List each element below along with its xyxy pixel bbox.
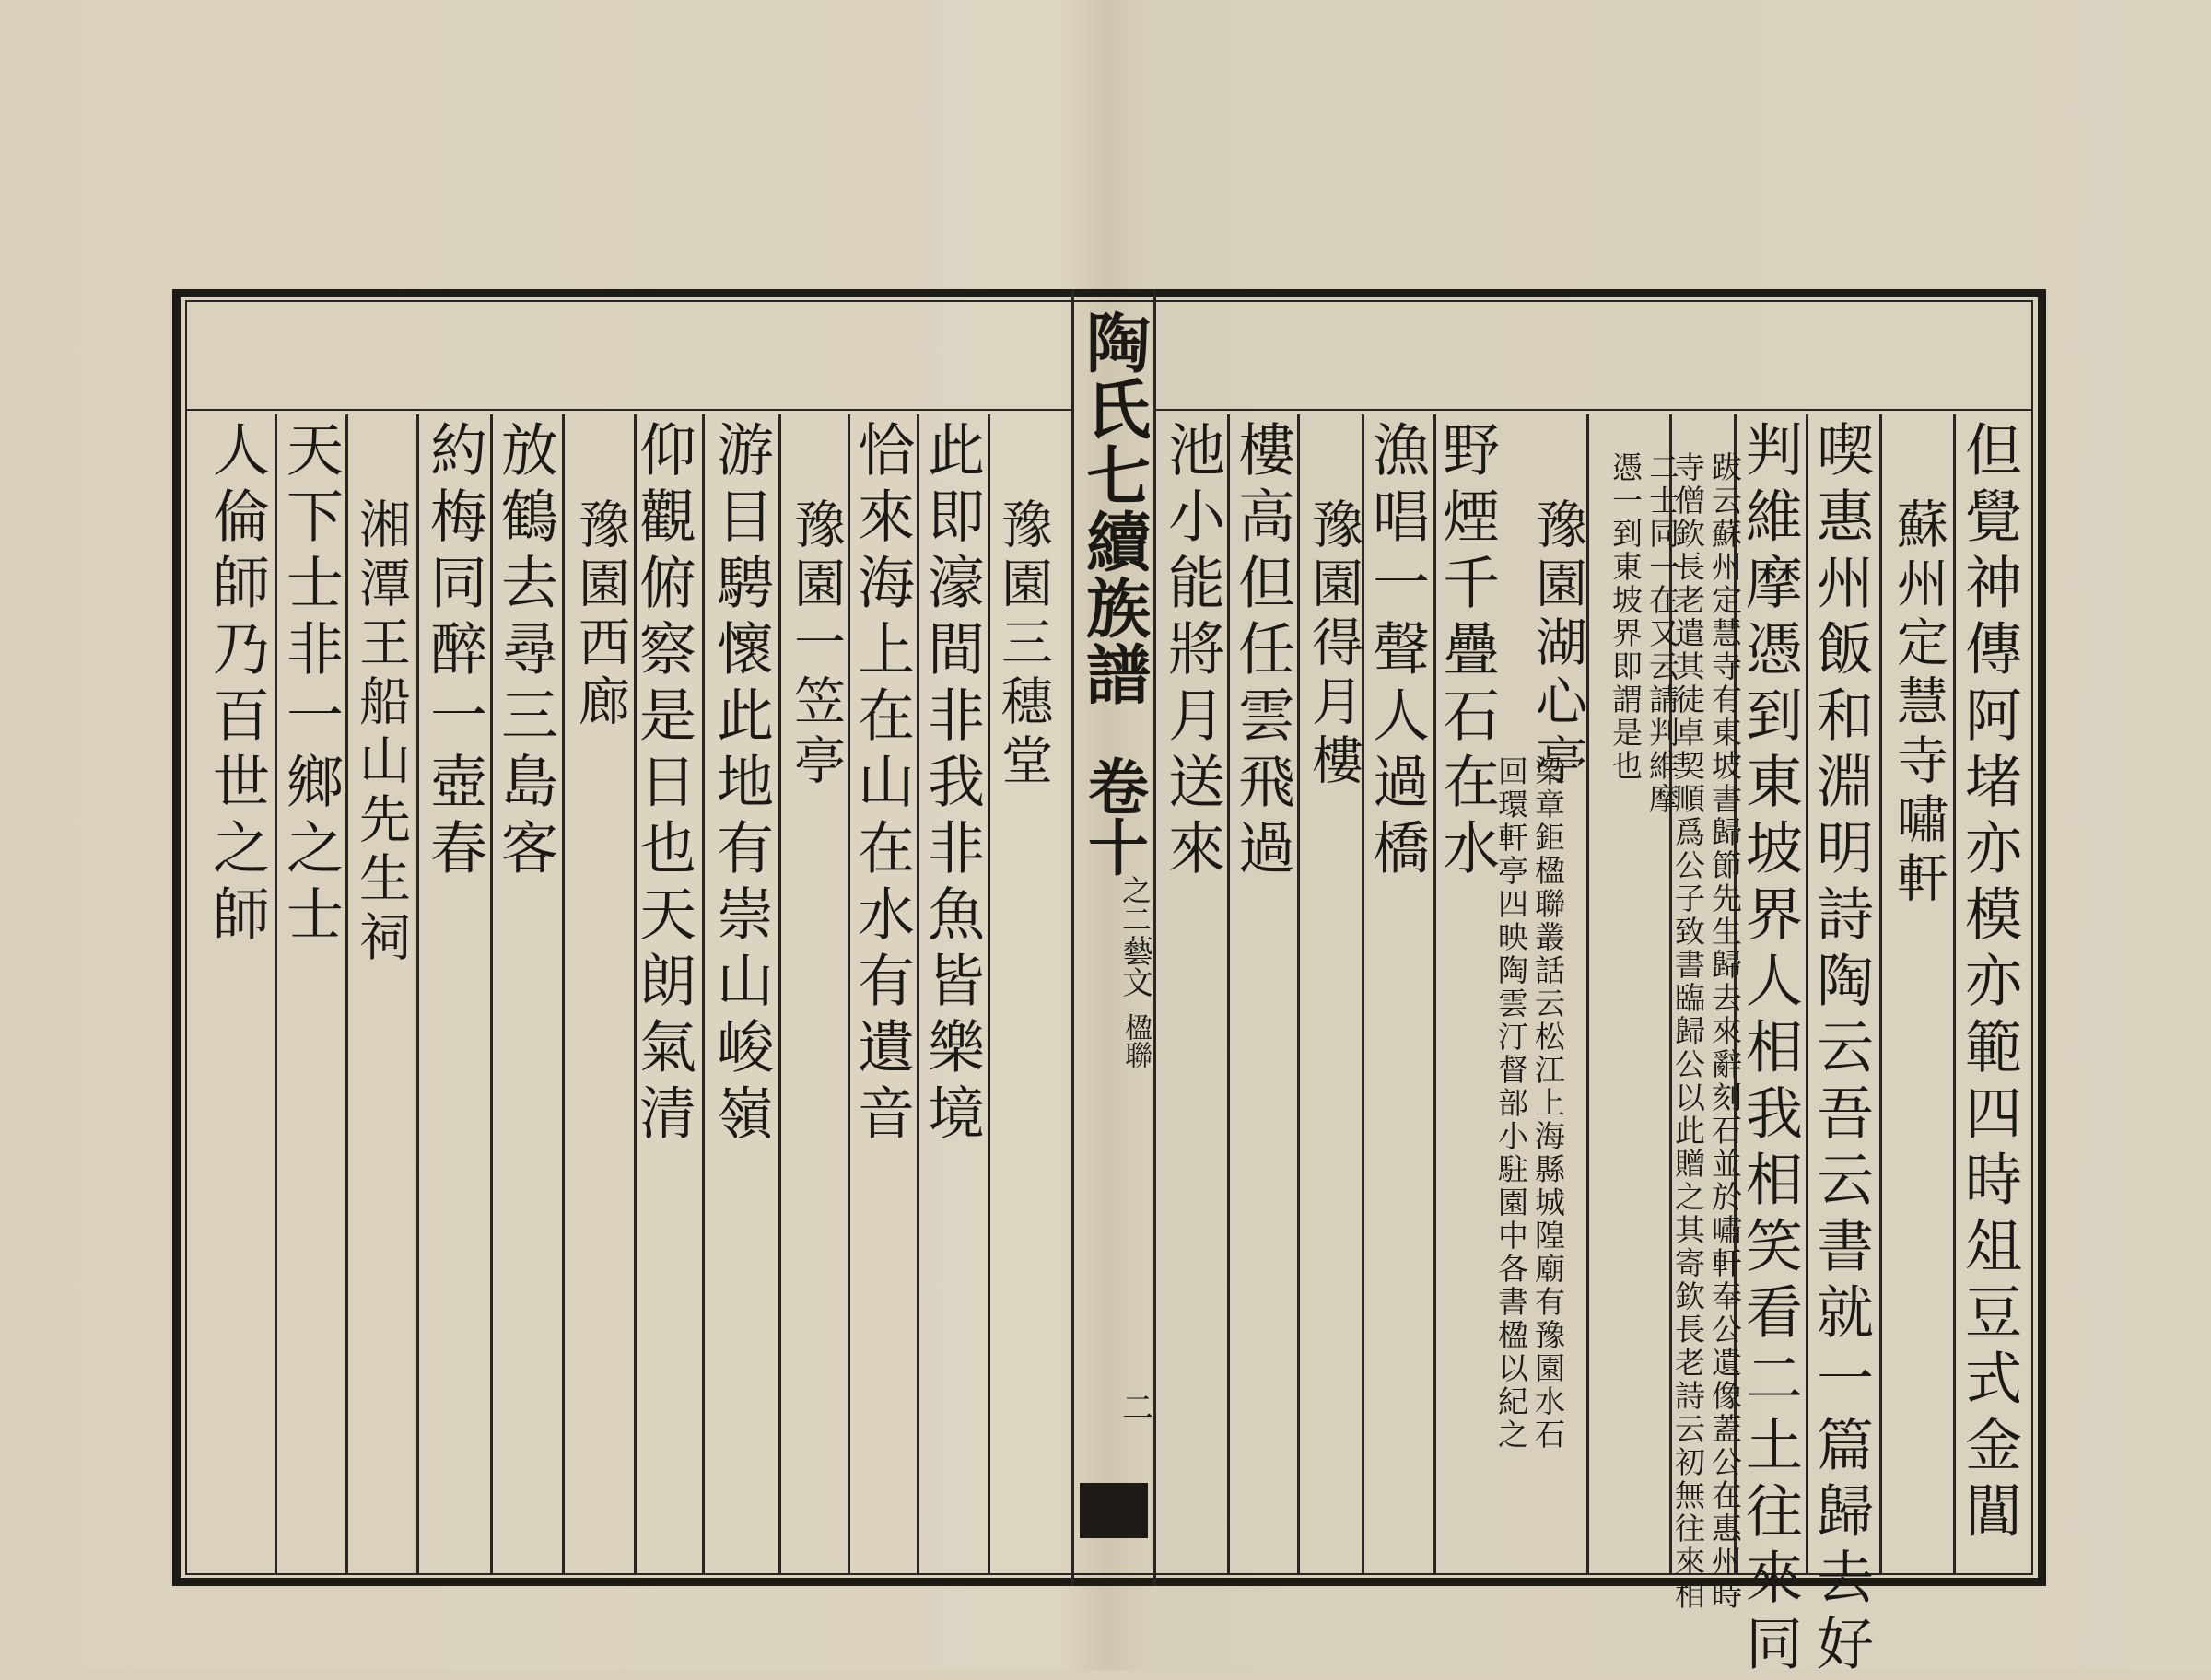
note-line: 憑一到東坡界即謂是也 [1608, 451, 1644, 783]
note-line: 二士同一在又云請判維摩 [1644, 451, 1680, 816]
note-line: 寺僧欽長老遣其徒卓契順爲公子致書臨歸公以此贈之其寄欽長老詩云初無往來相 [1670, 451, 1706, 1612]
couplet-line: 喫惠州飯和淵明詩陶云吾云書就一篇歸去好 [1807, 420, 1875, 1680]
section-label: 藝文 [1116, 935, 1153, 998]
note-line: 跋云蘇州定慧寺有東坡書歸節先生歸去來辭刻石並於嘯軒奉公遺像蓋公在惠州時 [1707, 451, 1743, 1612]
couplet-location-title: 豫園西廊 [570, 497, 630, 733]
left-header-rule [185, 409, 1071, 411]
couplet-location-title: 豫園三穗堂 [993, 497, 1053, 792]
note-line: 回環軒亭四映陶雲汀督部小駐園中各書楹以紀之 [1493, 755, 1529, 1452]
couplet-line: 人倫師乃百世之師 [203, 420, 271, 951]
couplet-line: 放鶴去尋三島客 [491, 420, 559, 884]
annotation-note [1669, 451, 1743, 1612]
couplet-line: 漁唱一聲人過橋 [1363, 420, 1431, 884]
book-title: 陶氏七續族譜 [1075, 309, 1152, 707]
couplet-line: 樓高但任雲飛過 [1228, 420, 1296, 884]
couplet-line: 此即濠間非我非魚皆樂境 [918, 420, 986, 1149]
volume-sub-label: 之二 [1117, 875, 1152, 934]
couplet-location-title: 豫園得月樓 [1304, 497, 1363, 792]
annotation-note [1607, 451, 1680, 816]
couplet-location-title: 蘇州定慧寺嘯軒 [1889, 497, 1948, 910]
fish-tail-mark [1080, 1483, 1148, 1538]
couplet-line: 約梅同醉一壺春 [420, 420, 488, 884]
couplet-line: 游目騁懷此地有崇山峻嶺 [707, 420, 775, 1149]
page-number: 二 [1116, 1391, 1153, 1422]
couplet-line: 池小能將月送來 [1158, 420, 1226, 884]
couplet-line: 天下士非一鄉之士 [276, 420, 345, 951]
couplet-line: 野煙千疊石在水 [1433, 420, 1501, 884]
note-line: 梁章鉅楹聯叢話云松江上海縣城隍廟有豫園水石 [1530, 755, 1566, 1452]
couplet-line: 仰觀俯察是日也天朗氣清 [629, 420, 697, 1149]
couplet-line: 恰來海上在山在水有遺音 [848, 420, 916, 1149]
volume-label: 卷十 [1077, 755, 1150, 877]
right-header-rule [1156, 409, 2033, 411]
couplet-location-title: 豫園一笠亭 [786, 497, 846, 792]
couplet-line: 判維摩憑到東坡界人相我相笑看二土往來同 [1736, 420, 1804, 1680]
couplet-location-title: 湘潭王船山先生祠 [351, 497, 411, 969]
subsection-label: 楹聯 [1119, 1013, 1152, 1068]
couplet-line: 但覺神傳阿堵亦模亦範四時俎豆式金閶 [1955, 420, 2023, 1547]
couplet-location-title: 豫園湖心亭 [1527, 497, 1587, 792]
